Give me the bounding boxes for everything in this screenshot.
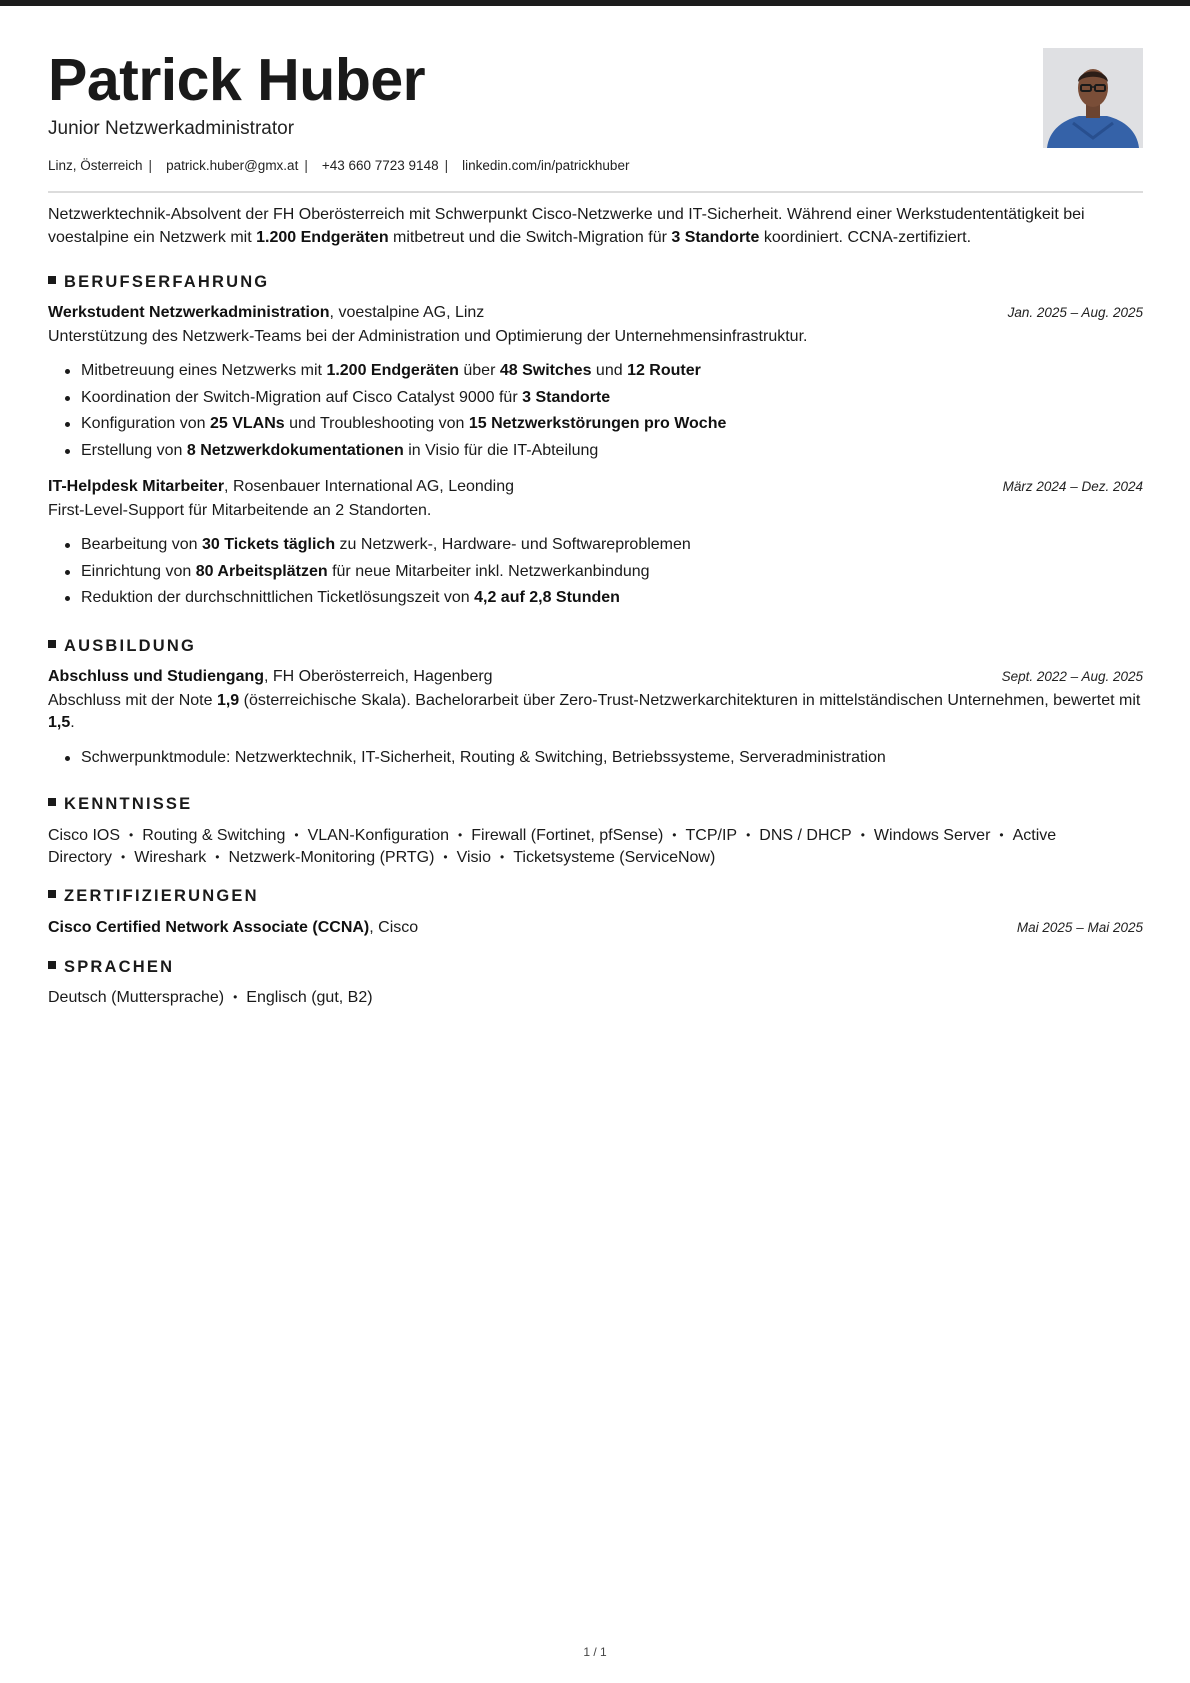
contact-email[interactable]: patrick.huber@gmx.at bbox=[166, 158, 299, 173]
certification-issuer: , Cisco bbox=[369, 919, 419, 936]
list-item: Einrichtung von 80 Arbeitsplätzen für neue Mitarbeiter inkl. Netzwerkanbindung bbox=[48, 559, 691, 586]
education-bullets bbox=[48, 745, 886, 772]
skill-item: DNS / DHCP bbox=[759, 827, 852, 844]
section-heading-skills bbox=[48, 794, 192, 814]
square-bullet-icon bbox=[48, 798, 56, 806]
skill-item: TCP/IP bbox=[685, 827, 738, 844]
job-description: Unterstützung des Netzwerk-Teams bei der Administration und Optimierung der Unternehmensinfrastruktur. bbox=[48, 328, 808, 345]
contact-separator: | bbox=[148, 158, 153, 173]
list-item: Schwerpunktmodule: Netzwerktechnik, IT-Sicherheit, Routing & Switching, Betriebssysteme, Serveradministration bbox=[48, 745, 886, 772]
section-title: SPRACHEN bbox=[64, 958, 175, 976]
education-description: Abschluss mit der Note 1,9 (österreichische Skala). Bachelorarbeit über Zero-Trust-Netzwerkarchitekturen in mittelständischen Unternehmen, bewertet mit 1,5. bbox=[48, 692, 1141, 731]
summary-text: Netzwerktechnik-Absolvent der FH Oberösterreich mit Schwerpunkt Cisco-Netzwerke und IT-Sicherheit. Während einer Werkstudententätigkeit bei voestalpine ein Netzwerk mit bbox=[48, 206, 1085, 246]
list-item: Konfiguration von 25 VLANs und Troubleshooting von 15 Netzwerkstörungen pro Woche bbox=[48, 411, 726, 438]
square-bullet-icon bbox=[48, 890, 56, 898]
skill-item: Cisco IOS bbox=[48, 827, 121, 844]
languages-line: Deutsch (Muttersprache) • Englisch (gut, B2) bbox=[48, 989, 373, 1006]
skills-line-2: Directory • Wireshark • Netzwerk-Monitoring (PRTG) • Visio • Ticketsysteme (ServiceNow) bbox=[48, 849, 716, 866]
job-employer: , voestalpine AG, Linz bbox=[329, 304, 485, 321]
section-title: AUSBILDUNG bbox=[64, 637, 196, 655]
list-item: Erstellung von 8 Netzwerkdokumentationen in Visio für die IT-Abteilung bbox=[48, 438, 726, 465]
skill-item: Ticketsysteme (ServiceNow) bbox=[513, 849, 716, 866]
profile-summary bbox=[48, 203, 1143, 249]
education-date: Sept. 2022 – Aug. 2025 bbox=[1001, 669, 1143, 684]
job-title: Werkstudent Netzwerkadministration bbox=[48, 304, 330, 321]
profile-photo bbox=[1043, 48, 1143, 148]
list-item: Koordination der Switch-Migration auf Cisco Catalyst 9000 für 3 Standorte bbox=[48, 385, 726, 412]
list-item: Mitbetreuung eines Netzwerks mit 1.200 Endgeräten über 48 Switches und 12 Router bbox=[48, 358, 726, 385]
skill-item: Windows Server bbox=[873, 827, 991, 844]
certification-title: Cisco Certified Network Associate (CCNA) bbox=[48, 919, 370, 936]
job-date: März 2024 – Dez. 2024 bbox=[1002, 479, 1143, 494]
candidate-role: Junior Netzwerkadministrator bbox=[48, 118, 295, 139]
square-bullet-icon bbox=[48, 640, 56, 648]
certification-date: Mai 2025 – Mai 2025 bbox=[1016, 920, 1143, 935]
summary-highlight: 3 Standorte bbox=[671, 229, 760, 246]
skill-item: Directory bbox=[48, 849, 113, 866]
summary-text: koordiniert. CCNA-zertifiziert. bbox=[759, 229, 972, 246]
contact-separator: | bbox=[304, 158, 308, 173]
institution: , FH Oberösterreich, Hagenberg bbox=[264, 668, 493, 685]
skill-item: VLAN-Konfiguration bbox=[307, 827, 450, 844]
section-heading-certifications bbox=[48, 886, 259, 906]
job-bullets bbox=[48, 358, 726, 464]
skill-item: Netzwerk-Monitoring (PRTG) bbox=[228, 849, 435, 866]
candidate-name: Patrick Huber bbox=[48, 47, 426, 113]
square-bullet-icon bbox=[48, 961, 56, 969]
summary-highlight: 1.200 Endgeräten bbox=[256, 229, 389, 246]
experience-entry-header bbox=[48, 302, 1143, 324]
list-item: Bearbeitung von 30 Tickets täglich zu Netzwerk-, Hardware- und Softwareproblemen bbox=[48, 532, 691, 559]
skill-item: Routing & Switching bbox=[142, 827, 286, 844]
section-title: ZERTIFIZIERUNGEN bbox=[64, 887, 259, 905]
contact-location: Linz, Österreich bbox=[48, 158, 143, 173]
contact-linkedin[interactable]: linkedin.com/in/patrickhuber bbox=[462, 158, 630, 173]
language-item: Deutsch (Muttersprache) bbox=[48, 989, 225, 1006]
experience-entry-header bbox=[48, 476, 1143, 498]
section-heading-education bbox=[48, 636, 196, 656]
job-employer: , Rosenbauer International AG, Leonding bbox=[224, 478, 515, 495]
certification-entry bbox=[48, 917, 1143, 939]
skill-item: Wireshark bbox=[134, 849, 207, 866]
contact-separator: | bbox=[444, 158, 449, 173]
job-title: IT-Helpdesk Mitarbeiter bbox=[48, 478, 225, 495]
job-date: Jan. 2025 – Aug. 2025 bbox=[1007, 305, 1143, 320]
section-title: KENNTNISSE bbox=[64, 795, 193, 813]
section-title: BERUFSERFAHRUNG bbox=[64, 273, 270, 291]
square-bullet-icon bbox=[48, 276, 56, 284]
language-item: Englisch (gut, B2) bbox=[246, 989, 373, 1006]
section-heading-languages bbox=[48, 957, 174, 977]
skill-item: Active bbox=[1012, 827, 1057, 844]
skill-item: Firewall (Fortinet, pfSense) bbox=[471, 827, 664, 844]
skill-item: Visio bbox=[456, 849, 491, 866]
degree-title: Abschluss und Studiengang bbox=[48, 668, 265, 685]
contact-line bbox=[48, 157, 629, 175]
page-number: 1 / 1 bbox=[583, 1645, 607, 1659]
contact-phone[interactable]: +43 660 7723 9148 bbox=[321, 158, 439, 173]
section-heading-experience bbox=[48, 272, 269, 292]
top-accent-bar bbox=[0, 0, 1190, 6]
list-item: Reduktion der durchschnittlichen Ticketlösungszeit von 4,2 auf 2,8 Stunden bbox=[48, 585, 691, 612]
summary-text: mitbetreut und die Switch-Migration für bbox=[388, 229, 672, 246]
job-bullets bbox=[48, 532, 691, 612]
skills-line-1: Cisco IOS • Routing & Switching • VLAN-Konfiguration • Firewall (Fortinet, pfSense) • TCP/IP • DNS / DHCP • Windows Server • Active bbox=[48, 827, 1057, 844]
header-divider bbox=[48, 191, 1143, 193]
job-description: First-Level-Support für Mitarbeitende an 2 Standorten. bbox=[48, 502, 432, 519]
education-entry-header bbox=[48, 666, 1143, 688]
person-portrait-icon bbox=[1043, 48, 1143, 148]
